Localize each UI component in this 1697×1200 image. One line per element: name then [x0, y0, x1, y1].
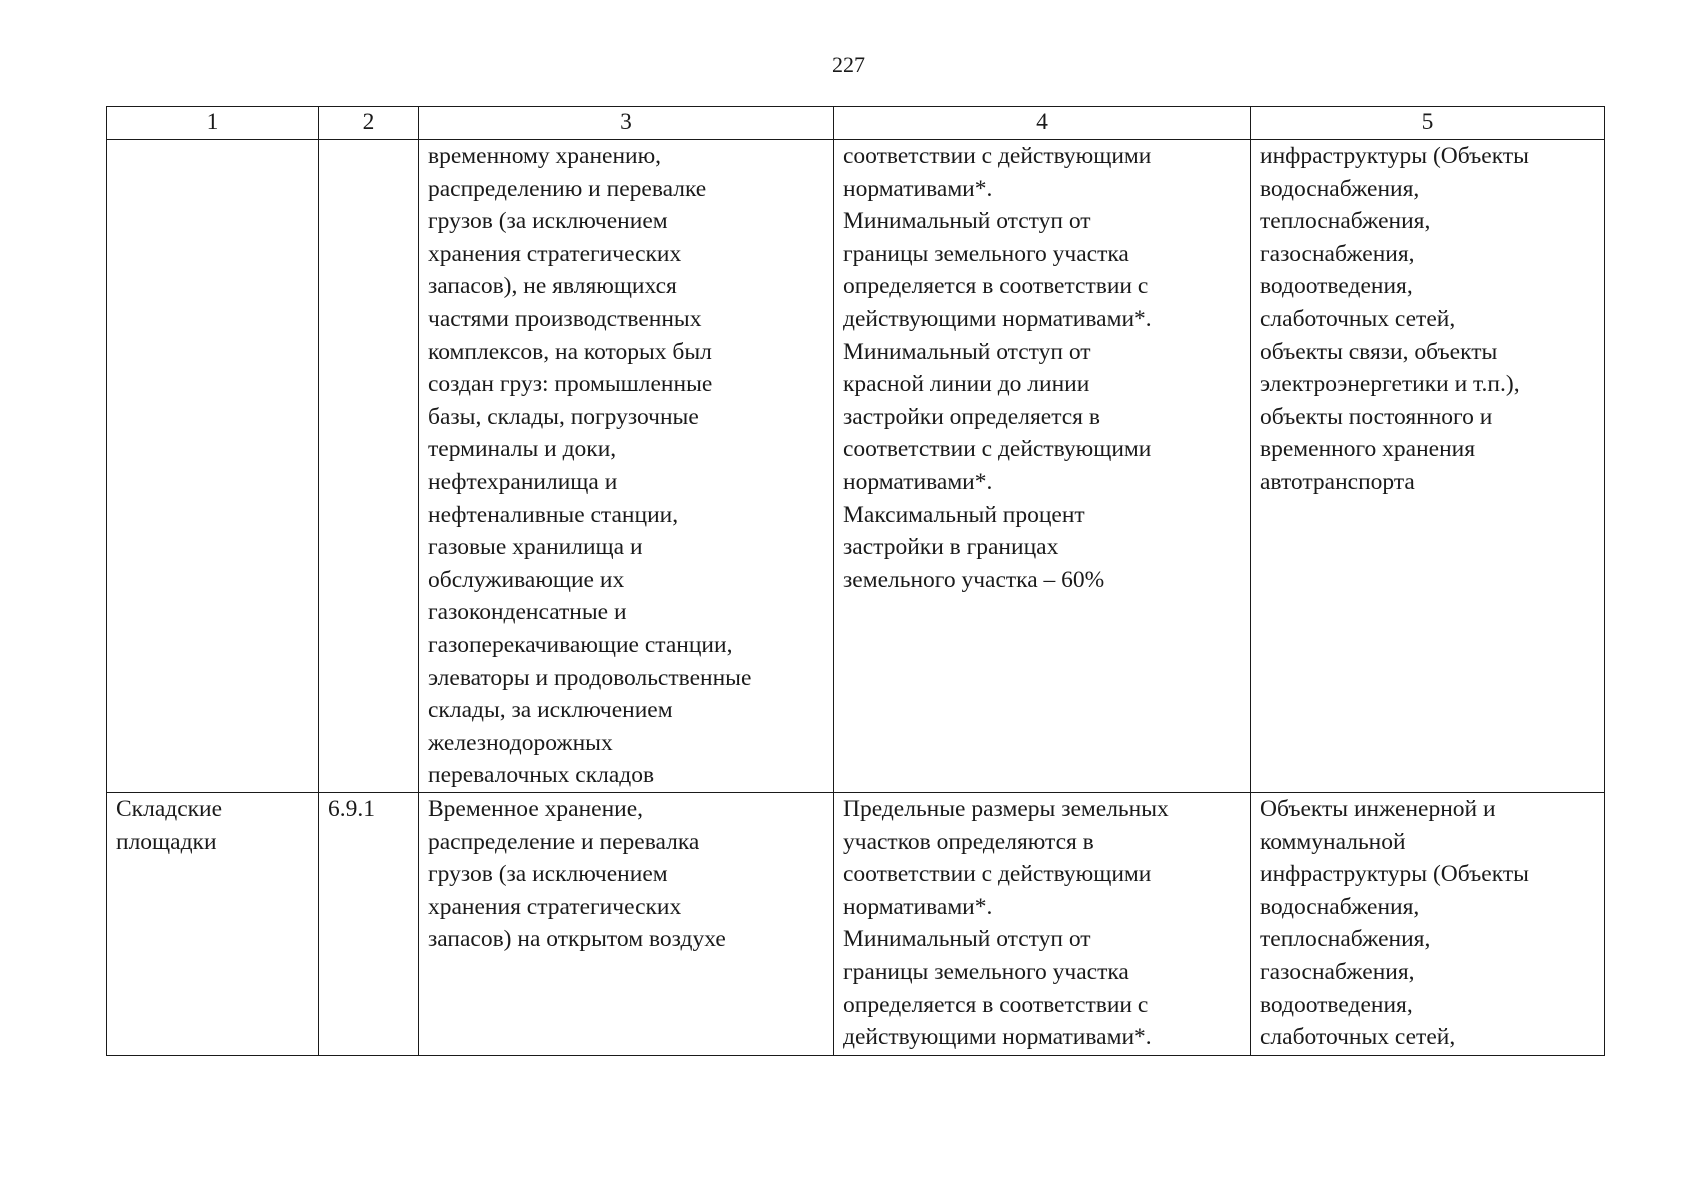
cell-text-line: нормативами*.: [843, 468, 993, 495]
cell-text-line: Минимальный отступ от: [843, 208, 1091, 235]
cell-text-line: частями производственных: [428, 305, 702, 332]
auxiliary-uses-cell: [1251, 793, 1605, 1056]
cell-text-line: границы земельного участка: [843, 240, 1129, 267]
cell-text-line: временного хранения: [1260, 436, 1476, 463]
cell-text-line: участков определяются в: [843, 828, 1094, 855]
cell-text-line: грузов (за исключением: [428, 208, 668, 235]
cell-text-line: временному хранению,: [428, 143, 662, 169]
cell-text-line: застройки определяется в: [843, 403, 1100, 430]
cell-text-line: распределению и перевалке: [428, 175, 707, 202]
cell-text-line: соответствии с действующими: [843, 861, 1152, 888]
cell-text-line: определяется в соответствии с: [843, 991, 1149, 1018]
cell-text-line: газоснабжения,: [1260, 958, 1415, 985]
cell-text-line: хранения стратегических: [428, 893, 682, 920]
cell-text-line: соответствии с действующими: [843, 143, 1152, 169]
parameters-cell: [834, 793, 1251, 1056]
cell-text-line: электроэнергетики и т.п.),: [1260, 371, 1520, 398]
cell-text-line: теплоснабжения,: [1260, 208, 1431, 235]
cell-text-line: Объекты инженерной и: [1260, 796, 1496, 822]
use-description-cell: [419, 140, 834, 793]
parameters-cell: [834, 140, 1251, 793]
auxiliary-uses-cell: [1251, 140, 1605, 793]
use-code-cell: [319, 140, 419, 793]
cell-text-line: слаботочных сетей,: [1260, 1024, 1456, 1051]
cell-text-line: склады, за исключением: [428, 697, 673, 724]
cell-text-line: Максимальный процент: [843, 501, 1085, 528]
column-header-4: 4: [834, 107, 1251, 140]
use-description-cell: [419, 793, 834, 1056]
cell-text-line: элеваторы и продовольственные: [428, 664, 752, 691]
cell-text-line: терминалы и доки,: [428, 436, 617, 463]
cell-text-line: соответствии с действующими: [843, 436, 1152, 463]
cell-text-line: газоперекачивающие станции,: [428, 631, 733, 658]
cell-text-line: слаботочных сетей,: [1260, 305, 1456, 332]
cell-text-line: Минимальный отступ от: [843, 338, 1091, 365]
cell-text-line: газовые хранилища и: [428, 534, 643, 561]
cell-text-line: инфраструктуры (Объекты: [1260, 861, 1529, 888]
column-header-2: 2: [319, 107, 419, 140]
use-name-cell: [107, 793, 319, 1056]
column-header-5: 5: [1251, 107, 1605, 140]
cell-text-line: газоснабжения,: [1260, 240, 1415, 267]
cell-text-line: нормативами*.: [843, 893, 993, 920]
cell-text-line: определяется в соответствии с: [843, 273, 1149, 300]
use-name-cell: [107, 140, 319, 793]
cell-text-line: базы, склады, погрузочные: [428, 403, 699, 430]
cell-text-line: газоконденсатные и: [428, 599, 627, 626]
cell-text-line: обслуживающие их: [428, 566, 625, 593]
cell-text-line: красной линии до линии: [843, 371, 1090, 398]
cell-text-line: нормативами*.: [843, 175, 993, 202]
cell-text-line: Минимальный отступ от: [843, 926, 1091, 953]
cell-text-line: 6.9.1: [328, 796, 375, 822]
cell-text-line: нефтехранилища и: [428, 468, 618, 495]
cell-text-line: площадки: [116, 828, 217, 855]
cell-text-line: коммунальной: [1260, 828, 1406, 855]
cell-text-line: запасов) на открытом воздухе: [428, 926, 726, 953]
table-header-row: [107, 107, 1605, 140]
cell-text-line: водоснабжения,: [1260, 893, 1420, 920]
cell-text-line: действующими нормативами*.: [843, 1024, 1152, 1051]
cell-text-line: Складские: [116, 796, 223, 822]
cell-text-line: Временное хранение,: [428, 796, 644, 822]
page-number: 227: [832, 52, 865, 77]
cell-text-line: распределение и перевалка: [428, 828, 700, 855]
cell-text-line: водоотведения,: [1260, 273, 1413, 300]
cell-text-line: железнодорожных: [428, 729, 613, 756]
cell-text-line: грузов (за исключением: [428, 861, 668, 888]
cell-text-line: перевалочных складов: [428, 762, 655, 789]
use-code-cell: [319, 793, 419, 1056]
cell-text-line: запасов), не являющихся: [428, 273, 677, 300]
cell-text-line: теплоснабжения,: [1260, 926, 1431, 953]
cell-text-line: границы земельного участка: [843, 958, 1129, 985]
cell-text-line: действующими нормативами*.: [843, 305, 1152, 332]
cell-text-line: объекты постоянного и: [1260, 403, 1493, 430]
table-row: [107, 140, 1605, 793]
land-use-table: [106, 106, 1605, 1056]
column-header-1: 1: [107, 107, 319, 140]
cell-text-line: инфраструктуры (Объекты: [1260, 143, 1529, 169]
cell-text-line: автотранспорта: [1260, 468, 1415, 495]
cell-text-line: нефтеналивные станции,: [428, 501, 679, 528]
column-header-3: 3: [419, 107, 834, 140]
cell-text-line: земельного участка – 60%: [843, 566, 1105, 593]
cell-text-line: комплексов, на которых был: [428, 338, 712, 365]
cell-text-line: объекты связи, объекты: [1260, 338, 1498, 365]
table-row: [107, 793, 1605, 1056]
cell-text-line: водоснабжения,: [1260, 175, 1420, 202]
cell-text-line: Предельные размеры земельных: [843, 796, 1169, 822]
cell-text-line: водоотведения,: [1260, 991, 1413, 1018]
cell-text-line: застройки в границах: [843, 534, 1059, 561]
cell-text-line: хранения стратегических: [428, 240, 682, 267]
cell-text-line: создан груз: промышленные: [428, 371, 713, 398]
